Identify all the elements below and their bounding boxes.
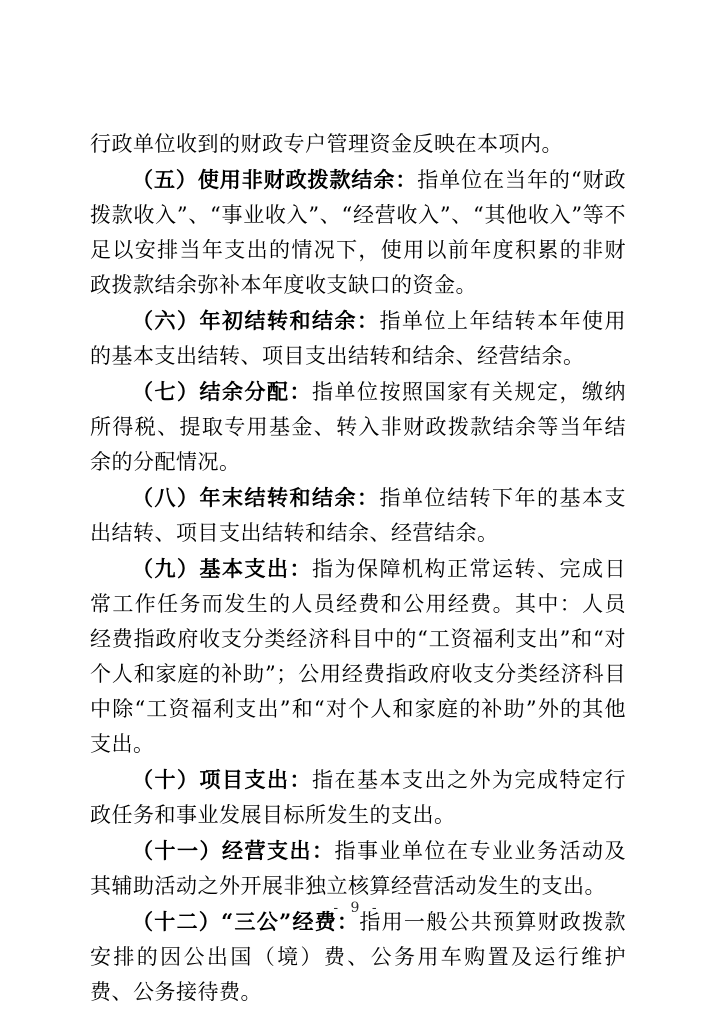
document-body <box>90 126 626 1010</box>
paragraph-text: 指事业单位在专业业务活动及其辅助活动之外开展非独立核算经营活动发生的支出。 <box>90 839 626 898</box>
paragraph-text: 指单位在当年的“财政拨款收入”、“事业收入”、“经营收入”、“其他收入”等不足以安排当年支出的情况下，使用以前年度积累的非财政拨款结余弥补本年度收支缺口的资金。 <box>90 168 626 297</box>
paragraph-text: 指单位结转下年的基本支出结转、项目支出结转和结余、经营结余。 <box>90 486 626 545</box>
page-number: - 9 - <box>333 900 381 916</box>
paragraph-heading: （七）结余分配： <box>132 379 312 404</box>
paragraph-heading: （五）使用非财政拨款结余： <box>132 167 418 192</box>
paragraph-heading: （十二）“三公”经费： <box>132 909 360 934</box>
page-footer <box>0 897 714 916</box>
paragraph-text: 行政单位收到的财政专户管理资金反映在本项内。 <box>90 132 563 156</box>
paragraph-item-7 <box>90 374 626 480</box>
paragraph-heading: （九）基本支出： <box>132 556 312 581</box>
paragraph-text: 指单位上年结转本年使用的基本支出结转、项目支出结转和结余、经营结余。 <box>90 309 626 368</box>
paragraph-heading: （十）项目支出： <box>132 767 312 792</box>
paragraph-item-10 <box>90 762 626 833</box>
paragraph-item-11 <box>90 833 626 904</box>
paragraph-text: 指在基本支出之外为完成特定行政任务和事业发展目标所发生的支出。 <box>90 768 626 827</box>
paragraph-continuation <box>90 126 626 162</box>
paragraph-item-12 <box>90 904 626 1010</box>
paragraph-heading: （六）年初结转和结余： <box>132 308 380 333</box>
paragraph-item-5 <box>90 162 626 303</box>
paragraph-item-6 <box>90 303 626 374</box>
paragraph-heading: （十一）经营支出： <box>132 838 335 863</box>
paragraph-item-9 <box>90 551 626 762</box>
paragraph-item-8 <box>90 480 626 551</box>
paragraph-text: 指用一般公共预算财政拨款安排的因公出国（境）费、公务用车购置及运行维护费、公务接待费。 <box>90 910 626 1004</box>
paragraph-text: 指单位按照国家有关规定，缴纳所得税、提取专用基金、转入非财政拨款结余等当年结余的分配情况。 <box>90 380 626 474</box>
paragraph-heading: （八）年末结转和结余： <box>132 485 380 510</box>
paragraph-text: 指为保障机构正常运转、完成日常工作任务而发生的人员经费和公用经费。其中：人员经费指政府收支分类经济科目中的“工资福利支出”和“对个人和家庭的补助”；公用经费指政府收支分类经济科目中除“工资福利支出”和“对个人和家庭的补助”外的其他支出。 <box>90 557 626 756</box>
